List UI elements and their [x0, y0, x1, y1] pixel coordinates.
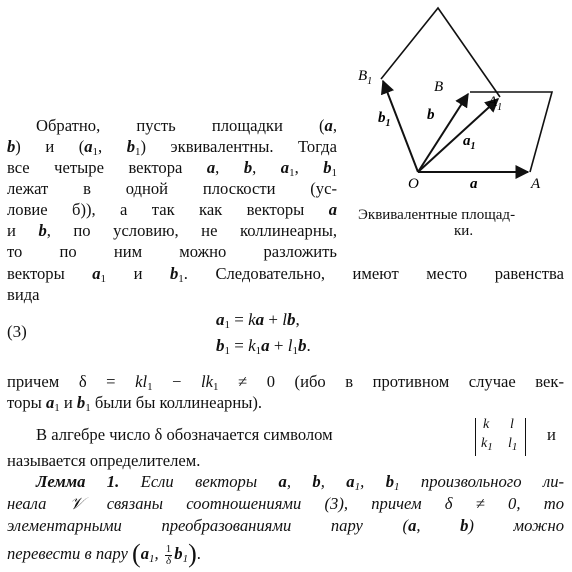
lemma-line4: перевести в пару ($a_1$, $\frac{1}{\delta}$ $b_1$). — [7, 539, 201, 568]
para3-line1-end: и — [547, 425, 556, 444]
det-l1: $l_1$ — [508, 436, 518, 453]
para3-line2: называется определителем. — [7, 451, 201, 470]
label-b: b — [427, 107, 435, 123]
label-A1: $A_1$ — [488, 94, 503, 113]
det-k: k — [483, 417, 490, 432]
det-k1: $k_1$ — [481, 436, 493, 453]
determinant-left-bar — [475, 418, 476, 456]
label-b1: $b_1$ — [378, 110, 391, 129]
label-A: A — [531, 176, 541, 192]
lemma-line2: неала 𝒱 связаны соотношениями (3), причем δ ≠ 0, то — [7, 494, 564, 513]
equation-line1: $a_1$ = ka + lb, — [216, 310, 300, 331]
para3-line1: В алгебре число δ обозначается символом — [36, 425, 333, 444]
determinant-right-bar — [525, 418, 526, 456]
equivalent-areas-figure — [330, 0, 572, 220]
para1-line7: то по ним можно разложить — [7, 242, 337, 261]
equation-number: (3) — [7, 322, 27, 341]
figure-caption-line1: Эквивалентные площад- — [358, 207, 516, 223]
label-B1: $B_1$ — [358, 68, 373, 87]
para1-line2: b) и ($a_1$, $b_1$) эквивалентны. Тогда — [7, 137, 337, 158]
para2-line2: торы $a_1$ и $b_1$ были бы коллинеарны). — [7, 393, 263, 414]
label-a1: $a_1$ — [463, 133, 476, 152]
para2-line1: причем $\delta = kl_1 - lk_1 \ne 0$ (ибо в противном случае век- — [7, 372, 565, 393]
equation-line2: $b_1 = k_1a + l_1b$. — [216, 336, 311, 357]
para1-line4: лежат в одной плоскости (ус- — [7, 179, 337, 198]
label-B: B — [434, 79, 444, 95]
para1-line9: вида — [7, 285, 40, 304]
lemma-line3: элементарными преобразованиями пару (a, b) можно — [7, 516, 564, 535]
para1-line3: все четыре вектора a, b, $a_1$, $b_1$ — [7, 158, 338, 179]
parallelogram-a-b — [470, 92, 552, 172]
fraction-one-over-delta: $\frac{1}{\delta}$ — [165, 542, 172, 567]
determinant-symbol — [472, 416, 532, 458]
para1-line6: и b, по условию, не коллинеарны, — [7, 221, 338, 240]
lemma-line1: Лемма 1. Если векторы a, b, $a_1$, $b_1$ произвольного ли- — [36, 472, 565, 493]
det-l: l — [510, 417, 514, 432]
para1-line8: векторы $a_1$ и $b_1$. Следовательно, имеют место равенства — [7, 264, 564, 285]
figure-caption-line2: ки. — [454, 223, 474, 239]
para1-line1: Обратно, пусть площадки (a, — [36, 116, 337, 135]
label-O: O — [408, 176, 419, 192]
label-a: a — [470, 176, 478, 192]
para1-line5: ловие б)), а так как векторы a — [7, 200, 337, 219]
